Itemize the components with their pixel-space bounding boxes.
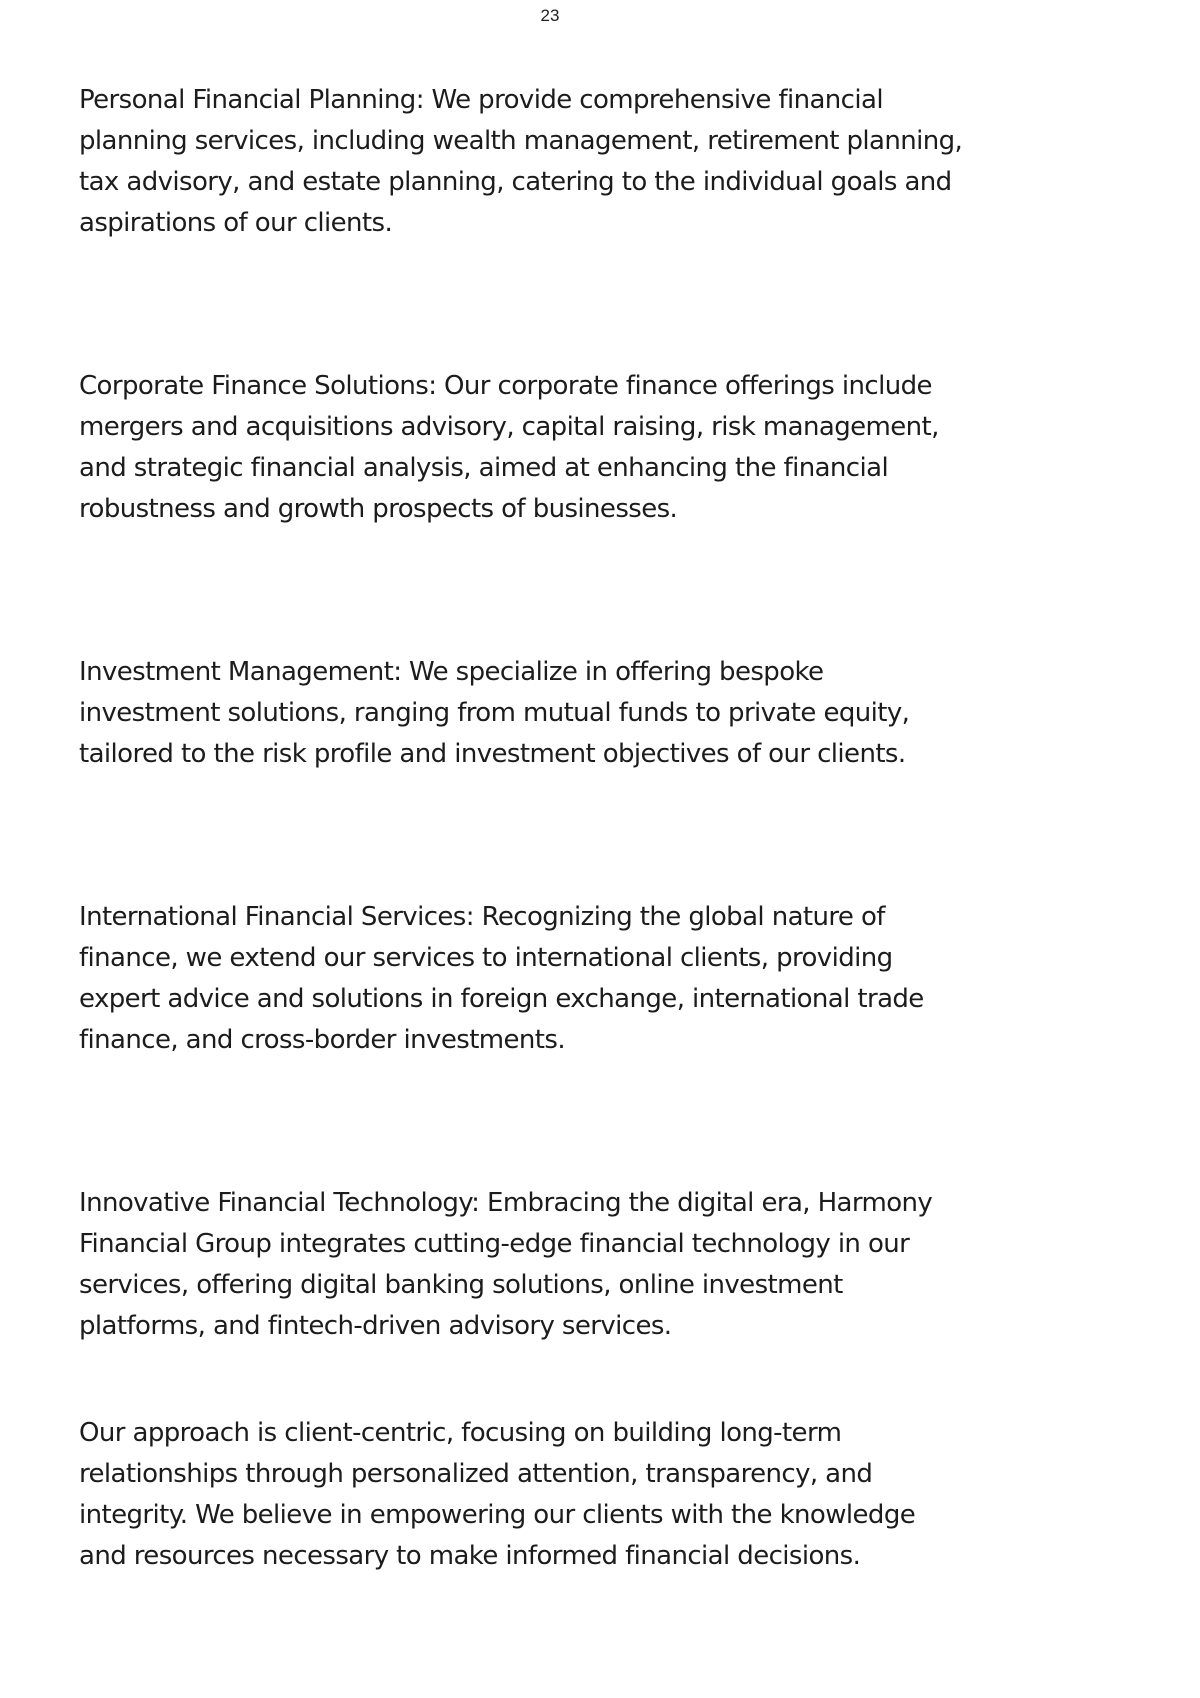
- paragraph-line: platforms, and fintech-driven advisory services.: [79, 1311, 672, 1341]
- paragraph-line: Financial Group integrates cutting-edge financial technology in our: [79, 1229, 910, 1259]
- paragraph-line: relationships through personalized attention, transparency, and: [79, 1459, 873, 1489]
- paragraph-line: Corporate Finance Solutions: Our corporate finance offerings include: [79, 371, 932, 401]
- paragraph-investment-management: [79, 652, 1129, 775]
- paragraph-line: and resources necessary to make informed financial decisions.: [79, 1541, 861, 1571]
- paragraph-line: Personal Financial Planning: We provide comprehensive financial: [79, 85, 883, 115]
- paragraph-line: Innovative Financial Technology: Embracing the digital era, Harmony: [79, 1188, 933, 1218]
- page-number: 23: [540, 6, 560, 25]
- paragraph-line: International Financial Services: Recognizing the global nature of: [79, 902, 885, 932]
- paragraph-innovative-financial-technology: [79, 1183, 1129, 1347]
- paragraph-line: robustness and growth prospects of businesses.: [79, 494, 678, 524]
- paragraph-line: tailored to the risk profile and investment objectives of our clients.: [79, 739, 906, 769]
- paragraph-line: aspirations of our clients.: [79, 208, 393, 238]
- paragraph-corporate-finance-solutions: [79, 366, 1129, 530]
- paragraph-line: Our approach is client-centric, focusing on building long-term: [79, 1418, 842, 1448]
- paragraph-line: and strategic financial analysis, aimed at enhancing the financial: [79, 453, 889, 483]
- paragraph-line: integrity. We believe in empowering our clients with the knowledge: [79, 1500, 916, 1530]
- paragraph-line: investment solutions, ranging from mutual funds to private equity,: [79, 698, 910, 728]
- paragraph-client-approach: [79, 1413, 1129, 1577]
- paragraph-line: expert advice and solutions in foreign exchange, international trade: [79, 984, 924, 1014]
- paragraph-line: finance, we extend our services to international clients, providing: [79, 943, 893, 973]
- paragraph-line: Investment Management: We specialize in offering bespoke: [79, 657, 824, 687]
- paragraph-line: services, offering digital banking solutions, online investment: [79, 1270, 843, 1300]
- paragraph-line: finance, and cross-border investments.: [79, 1025, 565, 1055]
- paragraph-line: planning services, including wealth management, retirement planning,: [79, 126, 963, 156]
- paragraph-line: mergers and acquisitions advisory, capital raising, risk management,: [79, 412, 939, 442]
- paragraph-international-financial-services: [79, 897, 1129, 1061]
- paragraph-personal-financial-planning: [79, 80, 1129, 244]
- paragraph-line: tax advisory, and estate planning, catering to the individual goals and: [79, 167, 952, 197]
